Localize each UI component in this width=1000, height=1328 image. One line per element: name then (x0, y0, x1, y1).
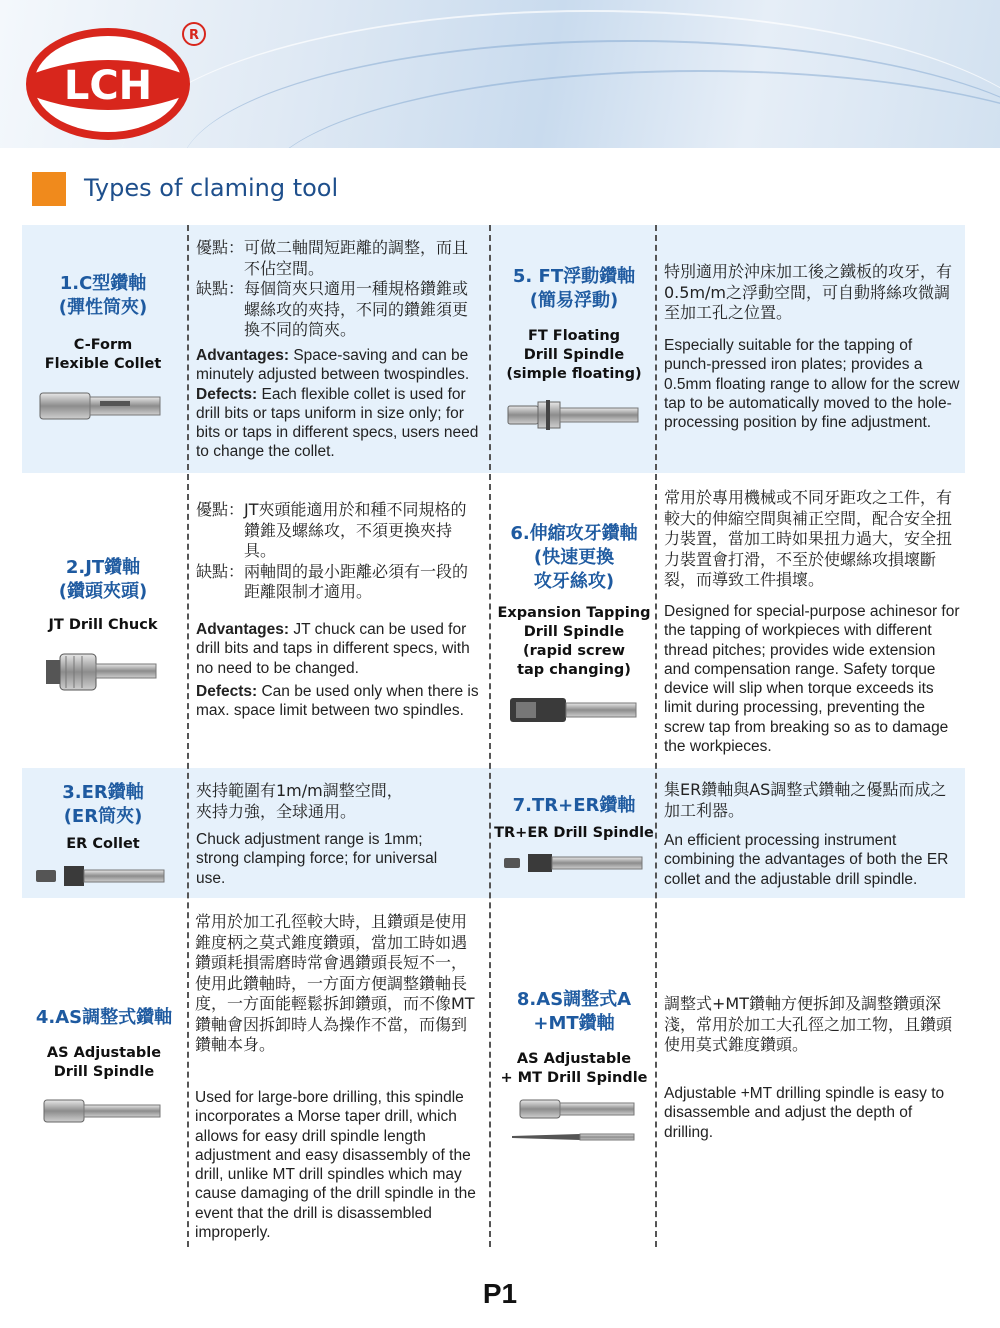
column-divider (655, 225, 657, 1247)
page-number: P1 (482, 1278, 518, 1309)
advantages-label: Advantages: (196, 621, 290, 638)
item-name-zh: 8.AS調整式A (516, 989, 632, 1010)
item-7-desc-en: An efficient processing instrument combining the advantages of both the ER collet and the adjustable drill spindle. (664, 832, 949, 888)
orange-square-icon (32, 172, 66, 206)
item-5-desc-zh: 特別適用於沖床加工後之鐵板的攻牙，有0.5m/m之浮動空間，可自動將絲攻微調至加工孔之位置。 (664, 262, 953, 322)
item-1-desc-en (196, 346, 486, 462)
item-3-desc-en: Chuck adjustment range is 1mm; strong clamping force; for universal use. (196, 831, 438, 887)
item-5-desc-en: Especially suitable for the tapping of punch-pressed iron plates; provides a 0.5mm floating range to allow for the screw tap to be automatically moved to the hole-processing position by fine adjustment. (664, 337, 960, 432)
item-name-en: TR+ER Drill Spindle (494, 825, 654, 841)
item-1-desc-zh (196, 238, 482, 341)
advantage-text: 可做二軸間短距離的調整，而且不佔空間。 (244, 238, 469, 278)
desc-line-zh: 夾持力強，全球通用。 (196, 801, 357, 821)
defect-label: 缺點： (196, 279, 245, 298)
item-name-en: (simple floating) (506, 366, 642, 382)
lch-logo (22, 20, 212, 142)
tr-er-spindle-icon (502, 852, 646, 874)
item-6-name (494, 522, 654, 680)
item-name-zh: (簡易浮動) (529, 290, 619, 311)
item-name-en: Expansion Tapping (497, 605, 651, 621)
er-collet-icon (34, 864, 168, 888)
section-title-text: Types of claming tool (84, 174, 339, 202)
advantage-text: JT夾頭能適用於和種不同規格的鑽錐及螺絲攻，不須更換夾持具。 (244, 500, 467, 560)
item-name-en: AS Adjustable (516, 1051, 632, 1067)
item-name-zh: 7.TR+ER鑽軸 (512, 795, 636, 816)
column-divider (187, 225, 189, 1247)
item-name-en: AS Adjustable (46, 1045, 162, 1061)
defect-text: 兩軸間的最小距離必須有一段的距離限制才適用。 (244, 561, 469, 601)
as-adjustable-spindle-icon (42, 1098, 164, 1124)
registered-mark: R (188, 28, 200, 43)
defect-text: 每個筒夾只適用一種規格鑽錐或螺絲攻的夾持，不同的鑽錐須更換不同的筒夾。 (244, 279, 469, 339)
desc-line-zh: 夾持範圍有1m/m調整空間， (196, 781, 403, 800)
item-3-desc-zh (196, 781, 482, 822)
item-name-en: Drill Spindle (53, 1064, 155, 1080)
item-name-zh: 攻牙絲攻) (533, 571, 615, 592)
defects-label: Defects: (196, 682, 258, 700)
defect-label: 缺點： (196, 561, 245, 581)
item-name-zh: 2.JT鑽軸 (65, 557, 141, 578)
item-name-zh: (彈性筒夾) (58, 297, 148, 318)
item-name-en: Flexible Collet (44, 356, 162, 372)
item-name-en: (rapid screw (523, 643, 625, 659)
item-7-desc-zh: 集ER鑽軸與AS調整式鑽軸之優點而成之加工利器。 (664, 780, 947, 820)
advantages-text: Space-saving and can be minutely adjusted between twospindles. (196, 347, 470, 384)
item-2-desc-en (196, 620, 486, 720)
item-6-desc-zh: 常用於專用機械或不同牙距攻之工件，有較大的伸縮空間與補正空間，配合安全扭力裝置，當加工時如果扭力過大，安全扭力裝置會打滑，不至於使螺絲攻損壞斷裂，而導致工件損壞。 (664, 488, 953, 589)
item-4-desc-zh: 常用於加工孔徑較大時，且鑽頭是使用錐度柄之莫式錐度鑽頭，當加工時如遇鑽頭耗損需磨時常會遇鑽頭長短不一，使用此鑽軸時，一方面方便調整鑽軸長度，一方面能輕鬆拆卸鑽頭，而不像MT鑽軸會因拆卸時人為操作不當，而傷到鑽軸本身。 (195, 912, 475, 1054)
c-form-collet-icon (36, 389, 166, 423)
advantage-label: 優點： (196, 238, 245, 257)
defects-label: Defects: (196, 385, 258, 403)
item-name-en: tap changing) (517, 662, 631, 678)
item-8-desc-zh: 調整式+MT鑽軸方便拆卸及調整鑽頭深淺，常用於加工大孔徑之加工物，且鑽頭使用莫式錐度鑽頭。 (664, 994, 953, 1054)
jt-drill-chuck-icon (44, 652, 160, 692)
banner-swoosh (120, 10, 1000, 148)
column-divider (489, 225, 491, 1247)
item-2-name (28, 556, 178, 635)
item-7-name (494, 794, 654, 843)
item-6-desc-en: Designed for special-purpose achinesor for the tapping of workpieces with different thread pitches; provides wide extension and compensation range. Safety torque device will slip when torque exceeds its limit during processing, preventing the screw tap from breaking so as to damage the workpieces. (664, 603, 960, 756)
ft-floating-spindle-icon (506, 398, 642, 432)
as-mt-spindle-icon (510, 1096, 638, 1146)
item-5-name (494, 265, 654, 384)
item-name-zh: 6.伸縮攻牙鑽軸 (510, 523, 638, 544)
defects-text: Can be used only when there is max. space limit between two spindles. (196, 682, 479, 720)
defects-text: Each flexible collet is used for drill bits or taps uniform in size only; for bits or taps in different specs, users need to change the collet. (196, 385, 479, 461)
item-name-zh: (ER筒夾) (63, 806, 143, 827)
item-4-name (22, 1006, 186, 1082)
item-name-en: Drill Spindle (523, 347, 625, 363)
logo-text: LCH (63, 63, 153, 109)
advantages-text: JT chuck can be used for drill bits and taps in different specs, with no need to be changed. (196, 621, 470, 677)
item-name-zh: 3.ER鑽軸 (62, 782, 144, 803)
item-3-name (28, 781, 178, 854)
item-name-zh: (鑽頭夾頭) (58, 581, 148, 602)
item-1-name (28, 272, 178, 374)
item-name-en: JT Drill Chuck (48, 617, 158, 633)
item-2-desc-zh (196, 500, 482, 603)
item-name-zh: 1.C型鑽軸 (59, 273, 147, 294)
item-name-en: C-Form (73, 337, 133, 353)
advantages-label: Advantages: (196, 347, 290, 364)
item-name-zh: +MT鑽軸 (533, 1013, 615, 1034)
item-name-en: FT Floating (527, 328, 621, 344)
item-name-zh: 4.AS調整式鑽軸 (35, 1007, 173, 1028)
item-8-desc-en: Adjustable +MT drilling spindle is easy to disassemble and adjust the depth of drilling. (664, 1085, 945, 1141)
item-8-name (494, 988, 654, 1088)
item-name-en: + MT Drill Spindle (500, 1070, 648, 1086)
expansion-tapping-spindle-icon (508, 694, 640, 726)
item-name-en: Drill Spindle (523, 624, 625, 640)
item-4-desc-en: Used for large-bore drilling, this spindle incorporates a Morse taper drill, which allows for easy drill spindle length adjustment and easy disassembly of the drill, unlike MT drill spindles which may cause damaging of the drill spindle in the event that the drill is disassembled improperly. (195, 1089, 476, 1242)
item-name-zh: (快速更換 (533, 547, 615, 568)
item-name-en: ER Collet (66, 836, 140, 852)
item-name-zh: 5. FT浮動鑽軸 (512, 266, 636, 287)
header-banner (0, 0, 1000, 148)
advantage-label: 優點： (196, 500, 245, 519)
